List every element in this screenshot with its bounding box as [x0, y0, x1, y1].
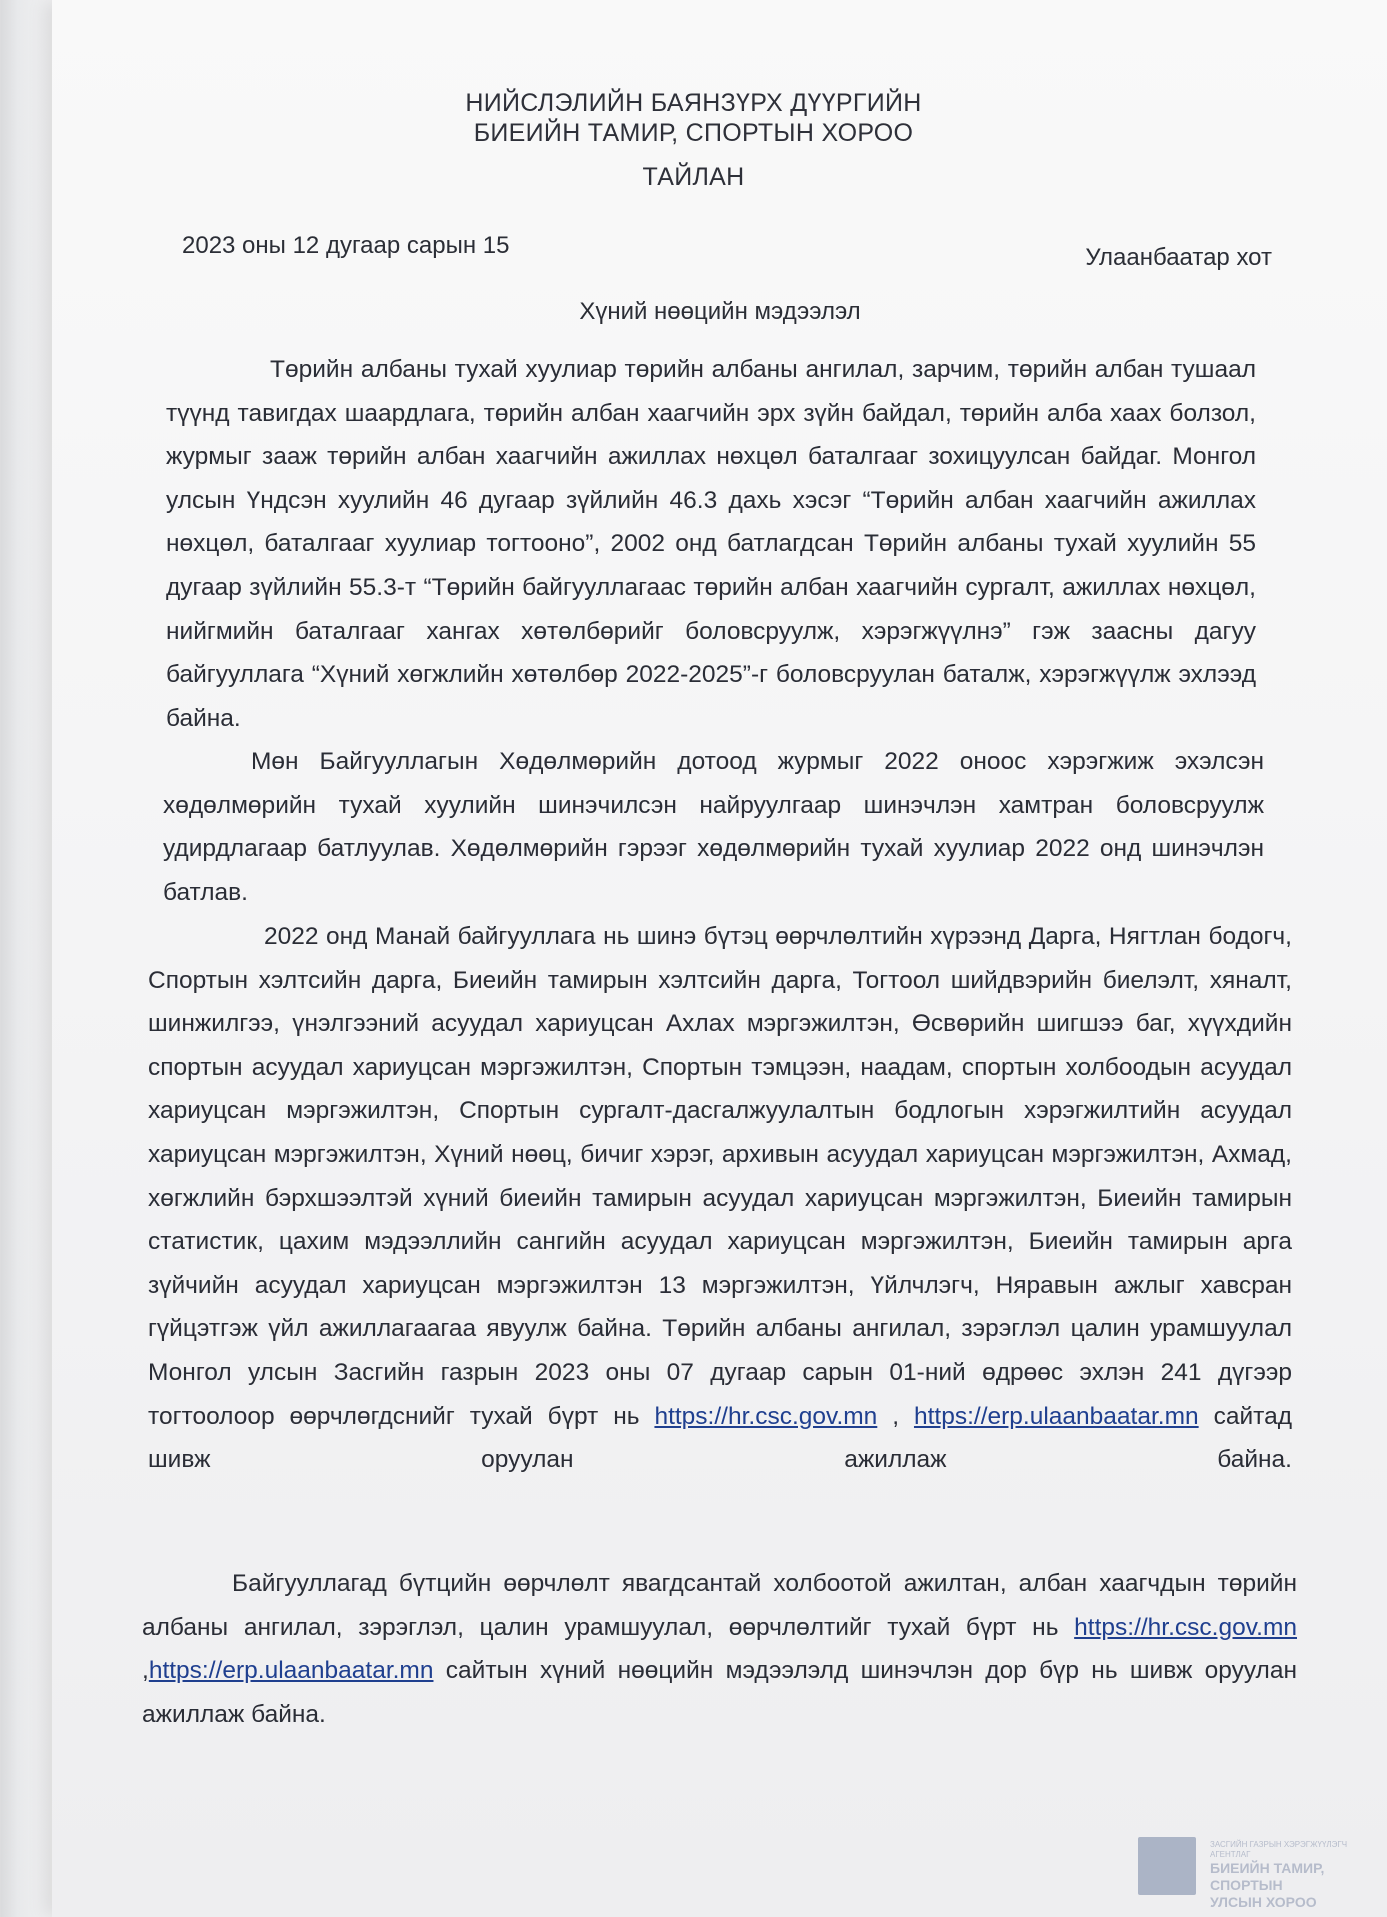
erp-ulaanbaatar-link-2[interactable]: https://erp.ulaanbaatar.mn: [148, 1657, 434, 1685]
document-header: [0, 88, 1387, 192]
hr-csc-link-2[interactable]: https://hr.csc.gov.mn: [1074, 1613, 1297, 1641]
paragraph-4: [142, 1562, 1297, 1736]
report-city: Улаанбаатар хот: [1085, 244, 1272, 271]
government-seal-icon: [1138, 1837, 1196, 1895]
agency-watermark: [1210, 1840, 1380, 1911]
section-title: Хүний нөөцийн мэдээлэл: [579, 298, 861, 325]
link-separator-2: ,: [142, 1657, 149, 1685]
report-date: 2023 оны 12 дугаар сарын 15: [182, 232, 510, 259]
watermark-line-1: БИЕИЙН ТАМИР, СПОРТЫН: [1210, 1860, 1325, 1893]
header-line-1: НИЙСЛЭЛИЙН БАЯНЗҮРХ ДҮҮРГИЙН: [465, 89, 922, 117]
watermark-small: ЗАСГИЙН ГАЗРЫН ХЭРЭГЖҮҮЛЭГЧ АГЕНТЛАГ: [1210, 1840, 1348, 1859]
header-line-2: БИЕИЙН ТАМИР, СПОРТЫН ХОРОО: [473, 119, 914, 147]
link-separator: ,: [877, 1402, 914, 1430]
paragraph-3-tail: сайтад шивж оруулан ажиллаж байна.: [148, 1402, 1292, 1474]
watermark-line-2: УЛСЫН ХОРОО: [1210, 1894, 1317, 1910]
paragraph-4-text: Байгууллагад бүтцийн өөрчлөлт явагдсантай холбоотой ажилтан, албан хаагчдын төрийн албаны ангилал, зэрэглэл, цалин урамшуулал, өөрчлөлтийг тухай бүрт нь: [142, 1570, 1297, 1641]
paragraph-2: Мөн Байгууллагын Хөдөлмөрийн дотоод журмыг 2022 оноос хэрэгжиж эхэлсэн хөдөлмөрийн тухай хуулийн шинэчилсэн найруулгаар шинэчлэн хамтран боловсруулж удирдлагаар батлуулав. Хөдөлмөрийн гэрээг хөдөлмөрийн тухай хуулиар 2022 онд шинэчлэн батлав.: [163, 748, 1264, 906]
paragraph-1: Төрийн албаны тухай хуулиар төрийн албаны ангилал, зарчим, төрийн албан тушаал түүнд тавигдах шаардлага, төрийн албан хаагчийн эрх зүйн байдал, төрийн алба хаах болзол, журмыг зааж төрийн албан хаагчийн ажиллах нөхцөл баталгааг зохицуулсан байдаг. Монгол улсын Үндсэн хуулийн 46 дугаар зүйлийн 46.3 дахь хэсэг “Төрийн албан хаагчийн ажиллах нөхцөл, баталгааг хуулиар тогтооно”, 2002 онд батлагдсан Төрийн албаны тухай хуулийн 55 дугаар зүйлийн 55.3-т “Төрийн байгууллагаас төрийн албан хаагчийн сургалт, ажиллах нөхцөл, нийгмийн баталгааг хангах хөтөлбөрийг боловсруулж, хэрэгжүүлнэ” гэж заасны дагуу байгууллага “Хүний хөгжлийн хөтөлбөр 2022-2025”-г боловсруулан баталж, хэрэгжүүлж эхлээд байна.: [166, 356, 1256, 732]
hr-csc-link[interactable]: https://hr.csc.gov.mn: [654, 1402, 878, 1430]
paragraph-3-text: 2022 онд Манай байгууллага нь шинэ бүтэц өөрчлөлтийн хүрээнд Дарга, Нягтлан бодогч, Спортын хэлтсийн дарга, Биеийн тамирын хэлтсийн дарга, Тогтоол шийдвэрийн биелэлт, хяналт, шинжилгээ, үнэлгээний асуудал хариуцсан Ахлах мэргэжилтэн, Өсвөрийн шигшээ баг, хүүхдийн спортын асуудал хариуцсан мэргэжилтэн, Спортын тэмцээн, наадам, спортын холбоодын асуудал хариуцсан мэргэжилтэн, Спортын сургалт-дасгалжуулалтын бодлогын хэрэгжилтийн асуудал хариуцсан мэргэжилтэн, Хүний нөөц, бичиг хэрэг, архивын асуудал хариуцсан мэргэжилтэн, Ахмад, хөгжлийн бэрхшээлтэй хүний биеийн тамирын асуудал хариуцсан мэргэжилтэн, Биеийн тамирын статистик, цахим мэдээллийн сангийн асуудал хариуцсан мэргэжилтэн, Биеийн тамирын арга зүйчийн асуудал хариуцсан мэргэжилтэн 13 мэргэжилтэн, Үйлчлэгч, Няравын ажлыг хавсран гүйцэтгэж үйл ажиллагаагаа явуулж байна. Төрийн албаны ангилал, зэрэглэл цалин урамшуулал Монгол улсын Засгийн газрын 2023 оны 07 дугаар сарын 01-ний өдрөөс эхлэн 241 дүгээр тогтоолоор өөрчлөгдснийг тухай бүрт нь: [148, 923, 1292, 1430]
erp-ulaanbaatar-link[interactable]: https://erp.ulaanbaatar.mn: [913, 1402, 1199, 1430]
paragraph-3: [148, 915, 1292, 1525]
report-title: ТАЙЛАН: [642, 163, 745, 191]
paragraph-4-tail: сайтын хүний нөөцийн мэдээлэлд шинэчлэн дор бүр нь шивж оруулан ажиллаж байна.: [142, 1657, 1297, 1728]
